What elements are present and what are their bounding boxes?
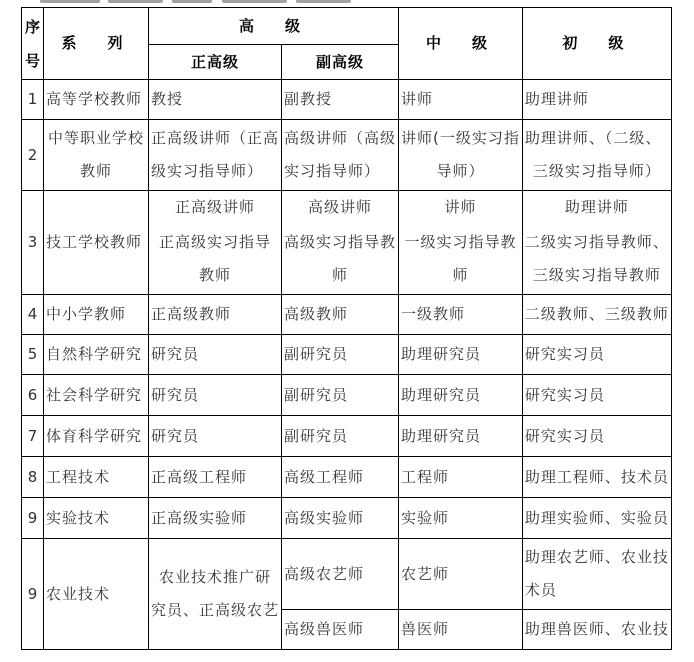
junior-cell: 研究实习员 bbox=[522, 375, 671, 416]
senior-deputy-cell: 高级实验师 bbox=[282, 498, 399, 539]
senior-full-cell: 正高级讲师（正高 级实习指导师） bbox=[149, 120, 282, 191]
junior-cell: 二级教师、三级教师 bbox=[522, 295, 671, 335]
table-row bbox=[22, 498, 672, 539]
table-row bbox=[22, 295, 672, 335]
row-number: 8 bbox=[22, 457, 44, 498]
senior-deputy-cell: 高级教师 bbox=[282, 295, 399, 335]
header-junior: 初 级 bbox=[522, 8, 671, 80]
senior-full-cell: 正高级教师 bbox=[149, 295, 282, 335]
header-senior: 高 级 bbox=[149, 8, 399, 45]
series-cell: 社会科学研究 bbox=[44, 375, 149, 416]
intermediate-cell: 实验师 bbox=[399, 498, 523, 539]
series-cell: 农业技术 bbox=[44, 539, 149, 650]
intermediate-cell: 工程师 bbox=[399, 457, 523, 498]
row-number: 5 bbox=[22, 335, 44, 375]
senior-full-cell: 研究员 bbox=[149, 335, 282, 375]
intermediate-cell: 助理研究员 bbox=[399, 416, 523, 457]
senior-deputy-cell: 高级讲师（高级 实习指导师） bbox=[282, 120, 399, 191]
table-row bbox=[22, 80, 672, 120]
senior-deputy-cell: 高级实习指导教 师 bbox=[282, 225, 399, 295]
series-cell: 技工学校教师 bbox=[44, 191, 149, 295]
row-number: 4 bbox=[22, 295, 44, 335]
header-row bbox=[22, 8, 672, 45]
senior-full-cell: 研究员 bbox=[149, 375, 282, 416]
junior-cell: 助理讲师、（二级、 三级实习指导师） bbox=[522, 120, 671, 191]
senior-full-cell: 教授 bbox=[149, 80, 282, 120]
row-number: 2 bbox=[22, 120, 44, 191]
series-cell: 高等学校教师 bbox=[44, 80, 149, 120]
table-row bbox=[22, 539, 672, 610]
senior-full-cell: 正高级工程师 bbox=[149, 457, 282, 498]
series-cell: 实验技术 bbox=[44, 498, 149, 539]
senior-deputy-cell: 副研究员 bbox=[282, 375, 399, 416]
senior-full-cell: 正高级实习指导 教师 bbox=[149, 225, 282, 295]
intermediate-cell: 讲师 bbox=[399, 191, 523, 225]
senior-deputy-cell: 高级农艺师 bbox=[282, 539, 399, 610]
intermediate-cell: 一级教师 bbox=[399, 295, 523, 335]
row-number: 7 bbox=[22, 416, 44, 457]
table-row bbox=[22, 335, 672, 375]
senior-deputy-cell: 高级工程师 bbox=[282, 457, 399, 498]
senior-full-cell: 研究员 bbox=[149, 416, 282, 457]
series-cell: 自然科学研究 bbox=[44, 335, 149, 375]
intermediate-cell: 讲师 bbox=[399, 80, 523, 120]
header-senior-deputy: 副高级 bbox=[282, 45, 399, 80]
table-row bbox=[22, 120, 672, 191]
senior-full-cell: 正高级讲师 bbox=[149, 191, 282, 225]
intermediate-cell: 一级实习指导教 师 bbox=[399, 225, 523, 295]
senior-deputy-cell: 副研究员 bbox=[282, 416, 399, 457]
junior-cell: 研究实习员 bbox=[522, 335, 671, 375]
table-row bbox=[22, 191, 672, 225]
row-number: 9 bbox=[22, 498, 44, 539]
senior-full-cell: 农业技术推广研 究员、正高级农艺 bbox=[149, 539, 282, 650]
title-grade-table bbox=[21, 7, 672, 650]
senior-deputy-cell: 副研究员 bbox=[282, 335, 399, 375]
series-cell: 中小学教师 bbox=[44, 295, 149, 335]
table-row bbox=[22, 375, 672, 416]
junior-cell: 助理农艺师、农业技 术员 bbox=[522, 539, 671, 610]
row-number: 3 bbox=[22, 191, 44, 295]
senior-full-cell: 正高级实验师 bbox=[149, 498, 282, 539]
header-series: 系 列 bbox=[44, 8, 149, 80]
row-number: 6 bbox=[22, 375, 44, 416]
row-number: 1 bbox=[22, 80, 44, 120]
junior-cell: 助理工程师、技术员 bbox=[522, 457, 671, 498]
senior-deputy-cell: 副教授 bbox=[282, 80, 399, 120]
header-intermediate: 中 级 bbox=[399, 8, 523, 80]
row-number: 9 bbox=[22, 539, 44, 650]
senior-deputy-cell: 高级讲师 bbox=[282, 191, 399, 225]
junior-cell: 助理实验师、实验员 bbox=[522, 498, 671, 539]
intermediate-cell: 助理研究员 bbox=[399, 335, 523, 375]
junior-cell: 研究实习员 bbox=[522, 416, 671, 457]
intermediate-cell: 兽医师 bbox=[399, 610, 523, 650]
cropped-title-text bbox=[0, 0, 694, 5]
table-row bbox=[22, 457, 672, 498]
intermediate-cell: 助理研究员 bbox=[399, 375, 523, 416]
junior-cell: 二级实习指导教师、 三级实习指导教师 bbox=[522, 225, 671, 295]
junior-cell: 助理讲师 bbox=[522, 191, 671, 225]
junior-cell: 助理兽医师、农业技 bbox=[522, 610, 671, 650]
series-cell: 体育科学研究 bbox=[44, 416, 149, 457]
junior-cell: 助理讲师 bbox=[522, 80, 671, 120]
header-senior-full: 正高级 bbox=[149, 45, 282, 80]
senior-deputy-cell: 高级兽医师 bbox=[282, 610, 399, 650]
intermediate-cell: 农艺师 bbox=[399, 539, 523, 610]
series-cell: 中等职业学校 教师 bbox=[44, 120, 149, 191]
header-seq: 序号 bbox=[22, 8, 44, 80]
table-row bbox=[22, 416, 672, 457]
intermediate-cell: 讲师(一级实习指 导师） bbox=[399, 120, 523, 191]
series-cell: 工程技术 bbox=[44, 457, 149, 498]
